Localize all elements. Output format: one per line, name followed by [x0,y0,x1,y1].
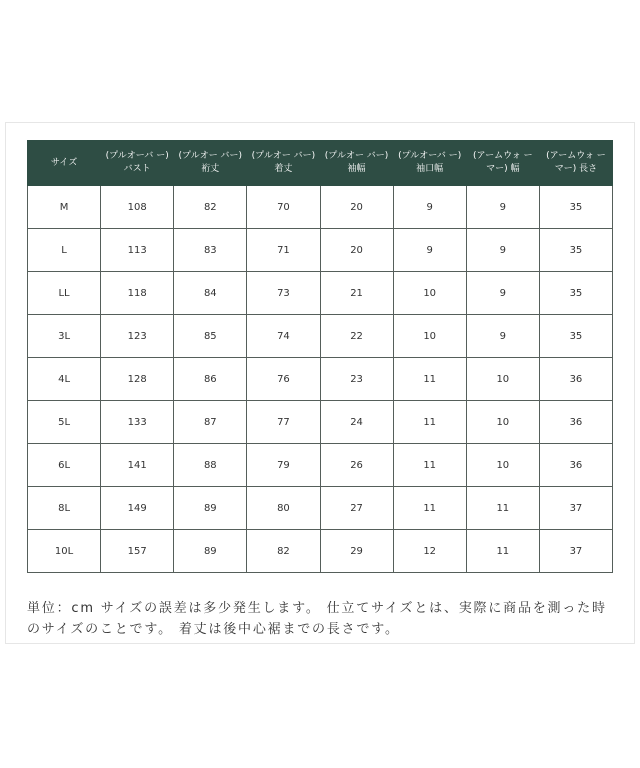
table-cell: 10L [28,530,101,573]
table-cell: 9 [466,186,539,229]
table-row [28,487,613,530]
table-cell: 89 [174,487,247,530]
table-cell: 9 [466,272,539,315]
table-cell: 24 [320,401,393,444]
table-cell: 9 [466,315,539,358]
table-cell: 74 [247,315,320,358]
table-cell: 80 [247,487,320,530]
table-cell: 36 [539,358,612,401]
table-cell: 10 [466,444,539,487]
header-sleeve-width: (プルオー バー)袖幅 [320,141,393,186]
header-size: サイズ [28,141,101,186]
table-cell: 11 [393,487,466,530]
table-cell: 21 [320,272,393,315]
table-cell: 11 [466,530,539,573]
table-cell: 149 [101,487,174,530]
table-cell: 12 [393,530,466,573]
table-cell: 128 [101,358,174,401]
table-cell: 88 [174,444,247,487]
table-cell: 23 [320,358,393,401]
table-cell: 9 [393,229,466,272]
table-cell: 26 [320,444,393,487]
table-cell: 11 [393,444,466,487]
table-cell: L [28,229,101,272]
table-cell: 11 [466,487,539,530]
table-cell: 3L [28,315,101,358]
table-cell: 20 [320,186,393,229]
table-cell: 10 [466,401,539,444]
table-cell: 5L [28,401,101,444]
table-cell: 76 [247,358,320,401]
table-cell: 11 [393,358,466,401]
table-cell: 85 [174,315,247,358]
table-cell: 10 [393,272,466,315]
table-cell: 4L [28,358,101,401]
table-cell: 141 [101,444,174,487]
table-cell: 77 [247,401,320,444]
table-cell: 35 [539,229,612,272]
table-cell: 113 [101,229,174,272]
table-cell: 157 [101,530,174,573]
table-cell: 118 [101,272,174,315]
table-cell: 37 [539,530,612,573]
header-armwarmer-width: (アームウォ ーマー) 幅 [466,141,539,186]
table-cell: 87 [174,401,247,444]
table-cell: 22 [320,315,393,358]
table-cell: 27 [320,487,393,530]
table-cell: M [28,186,101,229]
table-cell: 20 [320,229,393,272]
table-cell: 29 [320,530,393,573]
header-armwarmer-length: (アームウォ ーマー) 長さ [539,141,612,186]
table-row [28,229,613,272]
table-cell: 82 [174,186,247,229]
table-cell: LL [28,272,101,315]
header-row [28,141,613,186]
table-cell: 123 [101,315,174,358]
table-row [28,272,613,315]
table-cell: 35 [539,315,612,358]
table-cell: 36 [539,401,612,444]
table-row [28,401,613,444]
table-cell: 36 [539,444,612,487]
table-cell: 11 [393,401,466,444]
table-cell: 133 [101,401,174,444]
size-table [27,140,613,573]
table-cell: 6L [28,444,101,487]
size-note: 単位：cm サイズの誤差は多少発生します。 仕立てサイズとは、実際に商品を測った時のサイズのことです。 着丈は後中心裾までの長さです。 [27,601,607,637]
table-cell: 70 [247,186,320,229]
table-cell: 8L [28,487,101,530]
table-row [28,186,613,229]
table-cell: 82 [247,530,320,573]
table-cell: 89 [174,530,247,573]
header-length: (プルオー バー)着丈 [247,141,320,186]
table-cell: 71 [247,229,320,272]
table-cell: 35 [539,186,612,229]
table-cell: 35 [539,272,612,315]
table-row [28,444,613,487]
table-cell: 83 [174,229,247,272]
header-bust: (プルオーバ ー)バスト [101,141,174,186]
table-cell: 73 [247,272,320,315]
table-cell: 9 [466,229,539,272]
table-row [28,530,613,573]
table-cell: 84 [174,272,247,315]
header-yuki: (プルオー バー)裄丈 [174,141,247,186]
table-row [28,315,613,358]
table-cell: 108 [101,186,174,229]
table-cell: 37 [539,487,612,530]
table-cell: 10 [466,358,539,401]
header-cuff-width: (プルオーバ ー)袖口幅 [393,141,466,186]
table-cell: 79 [247,444,320,487]
table-cell: 9 [393,186,466,229]
table-row [28,358,613,401]
table-cell: 86 [174,358,247,401]
table-cell: 10 [393,315,466,358]
size-table-body [28,186,613,573]
